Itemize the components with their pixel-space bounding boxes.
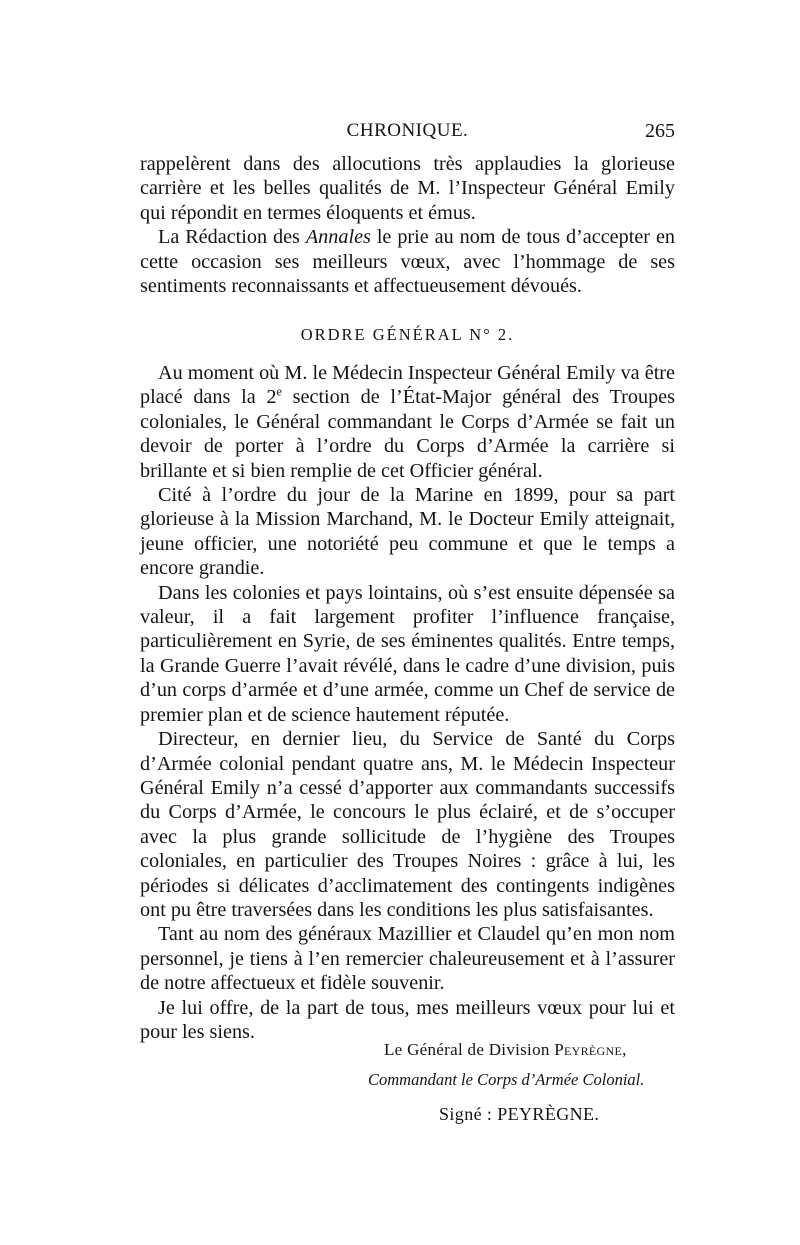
journal-title: Annales: [305, 226, 371, 249]
intro-paragraph: rappelèrent dans des allocutions très applaudies la glorieuse carrière et les belles qualités de M. l’Inspecteur Général Emily qui répondit en termes éloquents et émus.: [140, 153, 675, 224]
text-run: La Rédaction des: [158, 226, 306, 249]
signatory-name: Peyrègne: [554, 1040, 623, 1059]
superscript: e: [276, 384, 282, 399]
text-run: le prie au nom de tous d’accepter en cette occasion ses meilleurs vœux, avec l’hommage de ses sentiments reconnaissants et affectueusement dévoués.: [140, 226, 676, 298]
text-run: section de l’État-Major général des Troupes coloniales, le Général commandant le Corps d’Armée se fait un devoir de porter à l’ordre du Corps d’Armée la carrière si brillante et si bien remplie de cet Officier général.: [140, 386, 675, 482]
running-title: CHRONIQUE.: [346, 120, 469, 141]
order-paragraph: Dans les colonies et pays lointains, où s’est ensuite dépensée sa valeur, il a fait largement profiter l’influence française, particulièrement en Syrie, de ses éminentes qualités. Entre temps, la Grande Guerre l’avait révélé, dans le cadre d’une division, puis d’un corps d’armée et d’une armée, comme un Chef de service de premier plan et de science hautement réputée.: [140, 581, 675, 726]
order-heading: ORDRE GÉNÉRAL N° 2.: [300, 325, 515, 344]
order-paragraph: [140, 361, 675, 483]
order-body: [140, 361, 675, 1044]
page-header: [140, 120, 675, 148]
order-paragraph: Cité à l’ordre du jour de la Marine en 1899, pour sa part glorieuse à la Mission Marchand, M. le Docteur Emily atteignait, jeune officier, une notoriété peu commune et que le temps a encore grandie.: [140, 484, 675, 580]
text-run: ,: [622, 1040, 627, 1059]
intro-section: [140, 152, 675, 298]
signature-signed: Signé : PEYRÈGNE.: [439, 1104, 600, 1124]
text-run: Le Général de Division: [384, 1040, 555, 1059]
signature-title: Commandant le Corps d’Armée Colonial.: [368, 1070, 645, 1089]
order-paragraph: Directeur, en dernier lieu, du Service de Santé du Corps d’Armée colonial pendant quatre ans, M. le Médecin Inspecteur Général Emily n’a cessé d’apporter aux commandants successifs du Corps d’Armée, le concours le plus éclairé, et de s’occuper avec la plus grande sollicitude de l’hygiène des Troupes coloniales, en particulier des Troupes Noires : grâce à lui, les périodes si délicates d’acclimatement des contingents indigènes ont pu être traversées dans les conditions les plus satisfaisantes.: [140, 728, 675, 921]
text-run: Au moment où M. le Médecin Inspecteur Général Emily va être placé dans la 2: [140, 362, 675, 409]
signature-rank: [384, 1040, 627, 1060]
intro-paragraph-redaction: [140, 225, 675, 298]
page-number: 265: [645, 120, 675, 142]
order-paragraph: Je lui offre, de la part de tous, mes meilleurs vœux pour lui et pour les siens.: [140, 996, 675, 1043]
order-paragraph: Tant au nom des généraux Mazillier et Claudel qu’en mon nom personnel, je tiens à l’en remercier chaleureusement et à l’assurer de notre affectueux et fidèle souvenir.: [140, 923, 675, 995]
